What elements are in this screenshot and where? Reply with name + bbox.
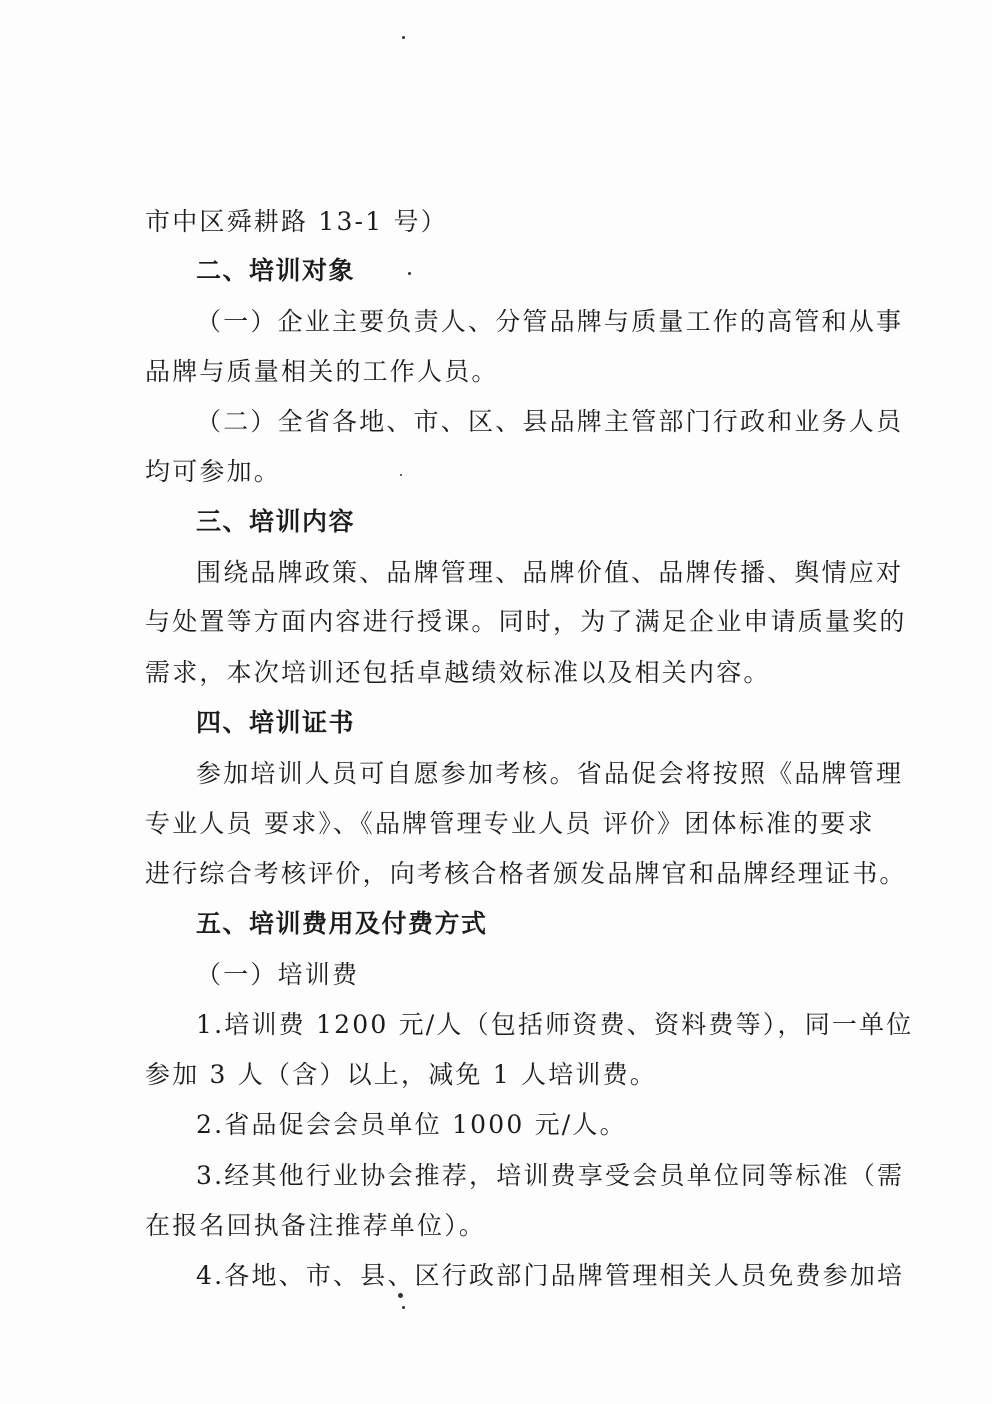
paragraph-line: 进行综合考核评价，向考核合格者颁发品牌官和品牌经理证书。 — [145, 859, 907, 888]
paragraph-line: 围绕品牌政策、品牌管理、品牌价值、品牌传播、舆情应对 — [196, 558, 904, 587]
section-heading-training-targets: 二、培训对象 — [196, 256, 356, 285]
paragraph-line: 与处置等方面内容进行授课。同时，为了满足企业申请质量奖的 — [145, 607, 907, 636]
scan-speck — [400, 474, 402, 476]
paragraph-line: 需求，本次培训还包括卓越绩效标准以及相关内容。 — [145, 658, 771, 687]
paragraph-line: 3.经其他行业协会推荐，培训费享受会员单位同等标准（需 — [196, 1161, 905, 1190]
paragraph-line: 参加 3 人（含）以上，减免 1 人培训费。 — [145, 1060, 657, 1089]
scan-speck — [408, 272, 411, 275]
paragraph-line: 参加培训人员可自愿参加考核。省品促会将按照《品牌管理 — [196, 759, 904, 788]
paragraph-line: 均可参加。 — [145, 457, 282, 486]
scan-speck — [398, 1293, 403, 1298]
paragraph-line: （一）企业主要负责人、分管品牌与质量工作的高管和从事 — [196, 307, 904, 336]
paragraph-line: 2.省品促会会员单位 1000 元/人。 — [196, 1110, 627, 1139]
paragraph-line: 在报名回执备注推荐单位）。 — [145, 1211, 487, 1240]
section-heading-training-content: 三、培训内容 — [196, 507, 356, 536]
paragraph-line: 专业人员 要求》、《品牌管理专业人员 评价》团体标准的要求 — [145, 809, 875, 838]
sub-heading-training-fee: （一）培训费 — [196, 960, 360, 989]
scan-speck — [402, 1306, 405, 1309]
paragraph-line: 1.培训费 1200 元/人（包括师资费、资料费等），同一单位 — [196, 1010, 914, 1039]
section-heading-fees-payment: 五、培训费用及付费方式 — [196, 909, 488, 938]
paragraph-line: 品牌与质量相关的工作人员。 — [145, 357, 499, 386]
scan-speck — [402, 36, 405, 39]
address-continuation: 市中区舜耕路 13-1 号） — [145, 207, 448, 236]
section-heading-training-certificate: 四、培训证书 — [196, 708, 356, 737]
paragraph-line: 4.各地、市、县、区行政部门品牌管理相关人员免费参加培 — [196, 1261, 905, 1290]
paragraph-line: （二）全省各地、市、区、县品牌主管部门行政和业务人员 — [196, 407, 904, 436]
